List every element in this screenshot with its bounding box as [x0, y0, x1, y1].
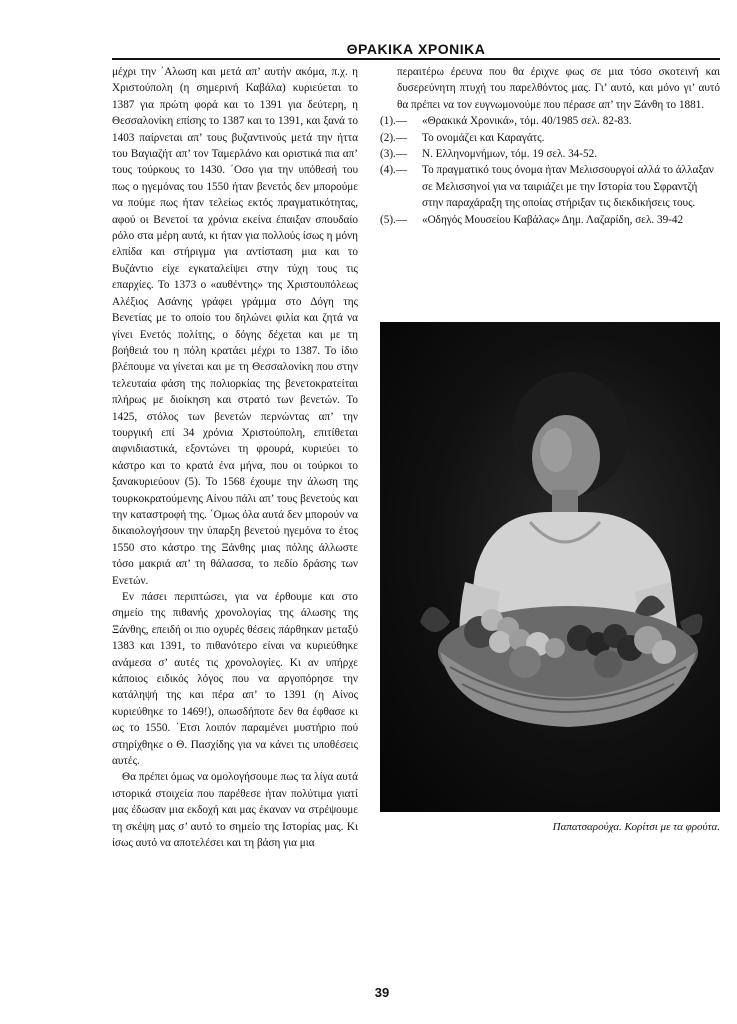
- body-paragraph: μέχρι την ΄Αλωση και μετά απ’ αυτήν ακόμα, π.χ. η Χριστούπολη (η σημερινή Καβάλα) κυριεύεται το 1387 για πρώτη φορά και το 1391 για δεύτερη, η Θεσσαλονίκη επίσης το 1387 και το 1391, και ξανά το 1403 παίρνεται απ’ τους βυζαντινούς μετά την ήττα του Βαγιαζήτ απ’ τον Ταμερλάνο και οριστικά πια απ’ τους τούρκους το 1430. ΄Οσο για την υπόθεσή του πως ο ηγεμόνας του 1550 ήταν βενετός δεν μπορούμε να πούμε πως ήταν τελείως εκτός πραγματικότητας, αφού οι Βενετοί τα χρόνια εκείνα έπαιξαν σπουδαίο ρόλο στα μέρη αυτά, κι ήταν για πολλούς ίσως η μόνη ελπίδα και στήριγμα για αντίσταση μια και το Βυζάντιο είχε εγκαταλείψει στην τύχη τους τις επαρχίες. Το 1373 ο «αυθέντης» της Χριστουπόλεως Αλέξιος Ασάνης γράφει γράμμα στο Δόγη της Βενετίας με το οποίο του δηλώνει φιλία και ζητά να γίνει Ενετός πολίτης, ο δόγης δέχεται και με τη βοήθειά του η πόλη κρατάει μέχρι το 1387. Το ίδιο βλέπουμε να γίνεται και με τη Θεσσαλονίκη που στην τελευταία φάση της πολιορκίας της βενετοκρατείται πλήρως με διοίκηση και στρατό των βενετών. Το 1425, στόλος των βενετών περνώντας απ’ την τουργική επί 34 χρόνια Χριστούπολη, επιτίθεται αιφνιδιαστικά, εξοντώνει τη φρουρά, κυριεύει το κάστρο και το κρατά ένα μήνα, που οι τούρκοι το ξανακυριεύουν (5). Το 1568 έχουμε την άλωση της τουρκοκρατούμενης Αίνου πάλι απ’ τους βενετούς και την καταστροφή της. ΄Ομως όλα αυτά δεν μπορούν να δικαιολογήσουν την ύπαρξη βενετού ηγεμόνα το έτος 1550 στο κάστρο της Ξάνθης μιας πόλης άλλωστε τόσο μακριά απ’ τη θάλασσα, το πεδίο δράσης των Ενετών.: [112, 66, 358, 587]
- right-text-column: [380, 64, 720, 228]
- continued-paragraph: περαιτέρω έρευνα που θα έριχνε φως σε μια τόσο σκοτεινή και δυσερεύνητη πτυχή του παρελθόντος μας. Γι’ αυτό, και μόνο γι’ αυτό θα πρέπει να τον ευγνωμονούμε που πέρασε απ’ την Ξάνθη το 1881.: [397, 66, 720, 111]
- painting-photo: [380, 322, 720, 812]
- photo-caption: Παπατσαρούχα. Κορίτσι με τα φρούτα.: [552, 821, 720, 833]
- girl-with-fruit-image: [380, 322, 720, 812]
- footnote-number: (1).—: [380, 115, 408, 128]
- footnote-number: (5).—: [380, 213, 408, 226]
- footnote: [380, 113, 720, 129]
- footnote: [380, 162, 720, 211]
- footnote: [380, 212, 720, 228]
- footnote-text: Ν. Ελληνομνήμων, τόμ. 19 σελ. 34-52.: [422, 148, 597, 161]
- footnote-number: (2).—: [380, 131, 408, 144]
- footnote-text: «Οδηγός Μουσείου Καβάλας» Δημ. Λαζαρίδη, σελ. 39-42: [422, 213, 684, 226]
- footnote-number: (4).—: [380, 164, 408, 177]
- footnote: [380, 146, 720, 162]
- running-header: ΘΡΑΚΙΚΑ ΧΡΟΝΙΚΑ: [346, 41, 486, 57]
- footnote-text: «Θρακικά Χρονικά», τόμ. 40/1985 σελ. 82-83.: [422, 115, 632, 128]
- body-paragraph: Εν πάσει περιπτώσει, για να έρθουμε και στο σημείο της πιθανής χρονολογίας της άλωσης της Ξάνθης, επειδή οι πιο οχυρές θέσεις πάρθηκαν μεταξύ 1383 και 1391, το πιθανότερο είναι να κυριεύθηκε ανάμεσα σ’ αυτές τις χρονολογίες. Κι αν υπήρχε κάποιος ειδικός λόγος που να αργοπόρησε την κατάληψή της και πέρα απ’ το 1391 (η Αίνος κυριεύθηκε το 1469!), οπωσδήποτε δεν θα έφθασε κι ως το 1550. ΄Ετσι λοιπόν παραμένει μυστήριο πού στηρίχθηκε ο Θ. Πασχίδης για να κάνει τις υποθέσεις αυτές.: [112, 591, 358, 768]
- left-text-column: [112, 64, 358, 852]
- page-number: 39: [374, 985, 390, 1000]
- footnote: [380, 130, 720, 146]
- header-rule: [112, 58, 720, 60]
- body-paragraph: Θα πρέπει όμως να ομολογήσουμε πως τα λίγα αυτά ιστορικά στοιχεία που παρέθεσε ήταν πολύτιμα γιατί μας έδωσαν μια εκδοχή και μας έκαναν να στρέψουμε τη σκέψη μας σ’ αυτό το σημείο της Ιστορίας μας. Κι ίσως αυτό να αποτελέσει και τη βάση για μια: [112, 771, 358, 850]
- footnote-number: (3).—: [380, 148, 408, 161]
- footnote-text: Το ονομάζει και Καραγάτς.: [422, 131, 545, 144]
- footnote-text: Το πραγματικό τους όνομα ήταν Μελισσουργοί αλλά το άλλαξαν σε Μελισσηνοί για να ταιριάζει με την Ιστορία του Σφραντζή στην παραχάραξη της οποίας στήριξαν τις διεκδικήσεις τους.: [422, 164, 714, 210]
